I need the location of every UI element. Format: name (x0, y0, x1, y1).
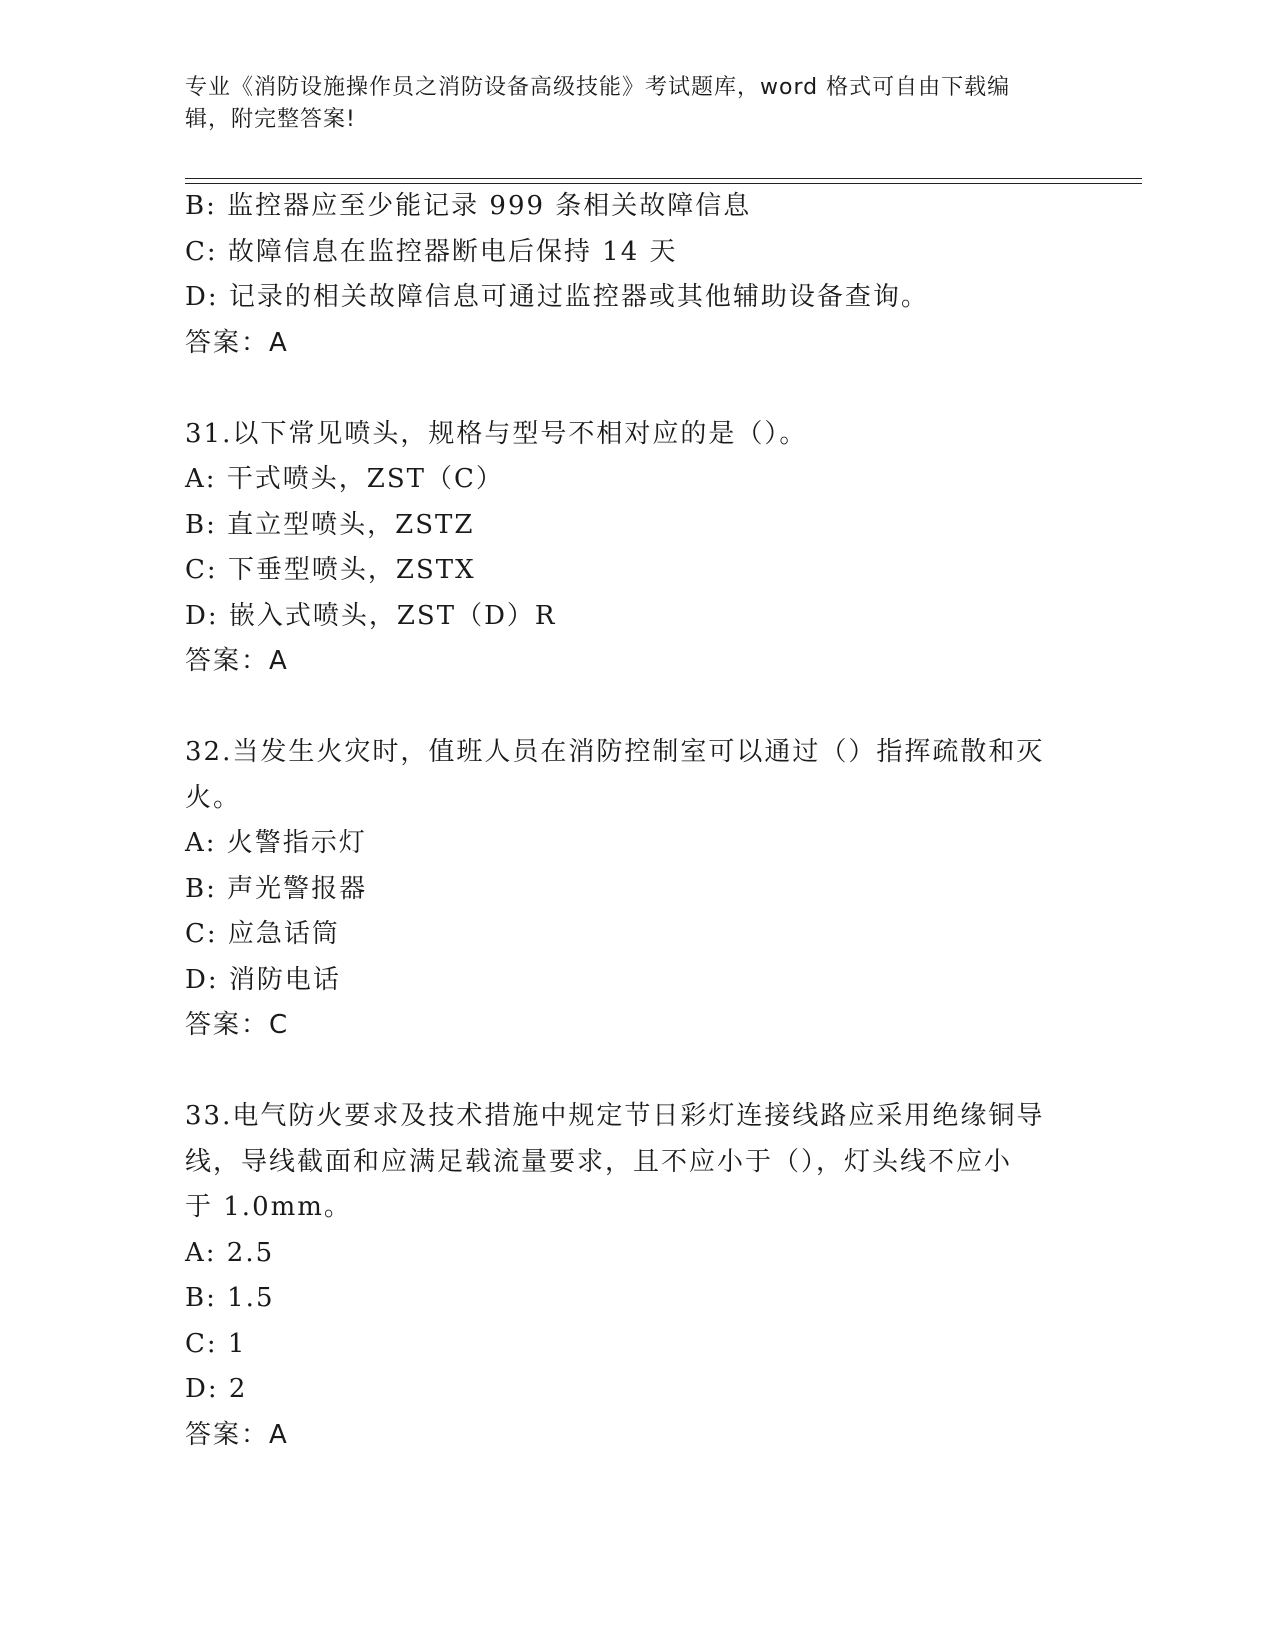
option-d: D: 嵌入式喷头，ZST（D）R (185, 600, 557, 631)
answer-line: 答案：C (185, 1010, 290, 1040)
question-block-33 (185, 1094, 1085, 1458)
answer-line: 答案：A (185, 646, 289, 676)
question-stem-continued: 线，导线截面和应满足载流量要求，且不应小于（），灯头线不应小 (185, 1146, 1013, 1177)
answer-line: 答案：A (185, 327, 289, 358)
option-b: B: 监控器应至少能记录 999 条相关故障信息 (185, 191, 752, 221)
option-c: C: 故障信息在监控器断电后保持 14 天 (185, 236, 678, 267)
spacer (185, 685, 1085, 731)
option-c: C: 1 (185, 1328, 247, 1359)
option-b: B: 直立型喷头，ZSTZ (185, 509, 475, 540)
document-header (185, 72, 1085, 136)
spacer (185, 366, 1085, 412)
option-a: A: 火警指示灯 (185, 828, 367, 858)
question-list (185, 184, 1085, 1458)
option-d: D: 消防电话 (185, 964, 341, 995)
spacer (185, 1049, 1085, 1095)
option-b: B: 1.5 (185, 1283, 275, 1313)
option-d: D: 记录的相关故障信息可通过监控器或其他辅助设备查询。 (185, 282, 929, 312)
question-block-32 (185, 730, 1085, 1049)
option-b: B: 声光警报器 (185, 873, 368, 904)
question-stem: 32.当发生火灾时，值班人员在消防控制室可以通过（）指挥疏散和灭 (185, 737, 1045, 767)
header-line-1: 专业《消防设施操作员之消防设备高级技能》考试题库，word 格式可自由下载编 (185, 75, 1011, 100)
question-stem: 33.电气防火要求及技术措施中规定节日彩灯连接线路应采用绝缘铜导 (185, 1101, 1045, 1131)
question-block-30 (185, 184, 1085, 366)
option-d: D: 2 (185, 1374, 248, 1404)
question-stem-continued: 火。 (185, 782, 242, 813)
option-a: A: 干式喷头，ZST（C） (185, 464, 504, 494)
option-a: A: 2.5 (185, 1237, 275, 1268)
question-stem-continued: 于 1.0mm。 (185, 1192, 352, 1222)
option-c: C: 下垂型喷头，ZSTX (185, 555, 476, 585)
answer-line: 答案：A (185, 1419, 289, 1450)
question-stem: 31.以下常见喷头，规格与型号不相对应的是（）。 (185, 418, 808, 449)
question-block-31 (185, 412, 1085, 685)
header-divider-top (185, 178, 1142, 179)
header-line-2: 辑，附完整答案! (185, 107, 356, 132)
option-c: C: 应急话筒 (185, 919, 340, 949)
